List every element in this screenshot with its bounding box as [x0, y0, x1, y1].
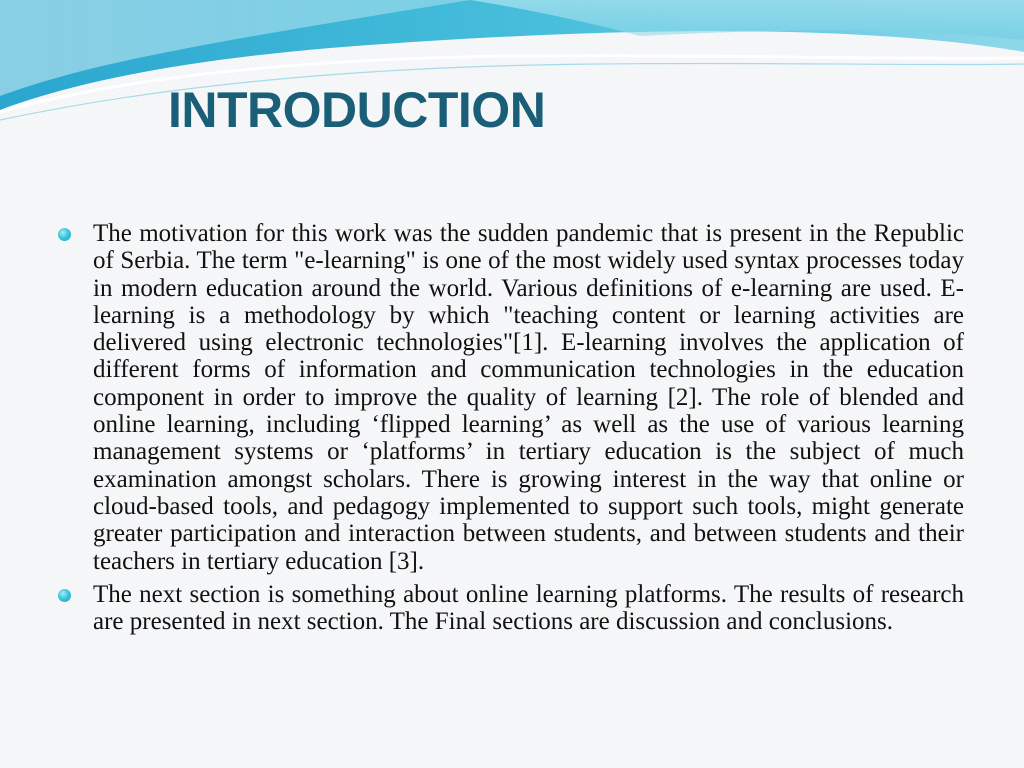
- page-title: INTRODUCTION: [168, 82, 546, 138]
- bullet-text: The motivation for this work was the sudden pandemic that is present in the Republic of Serbia. The term "e-learning" is one of the most widely used syntax processes today in modern education around the world. Various definitions of e-learning are used. E-learning is a methodology by which "teaching content or learning activities are delivered using electronic technologies"[1]. E-learning involves the application of different forms of information and communication technologies in the education component in order to improve the quality of learning [2]. The role of blended and online learning, including ‘flipped learning’ as well as the use of various learning management systems or ‘platforms’ in tertiary education is the subject of much examination amongst scholars. There is growing interest in the way that online or cloud-based tools, and pedagogy implemented to support such tools, might generate greater participation and interaction between students, and between students and their teachers in tertiary education [3].: [93, 220, 964, 575]
- list-item: [58, 581, 964, 636]
- bullet-dot-icon: [58, 228, 71, 241]
- bullet-dot-icon: [58, 589, 71, 602]
- bullet-list: [58, 220, 964, 641]
- list-item: [58, 220, 964, 575]
- bullet-text: The next section is something about online learning platforms. The results of research are presented in next section. The Final sections are discussion and conclusions.: [93, 580, 964, 636]
